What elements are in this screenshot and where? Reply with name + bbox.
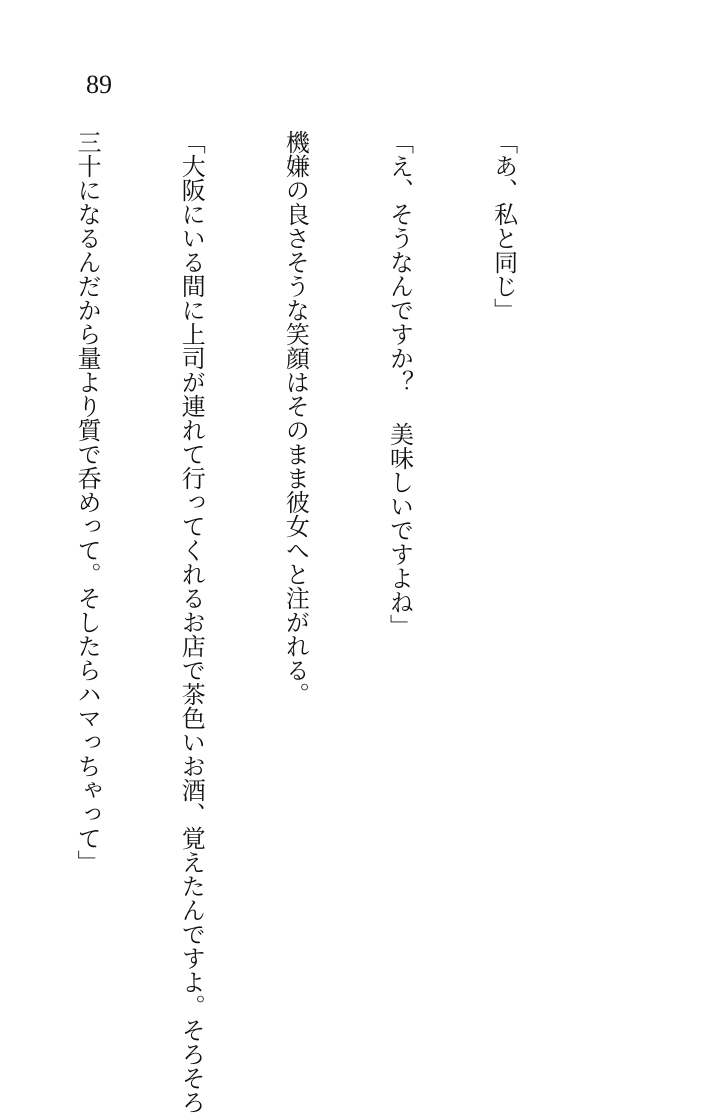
vertical-text-body: [130, 130, 590, 920]
text-line: 機嫌の良さそうな笑顔はそのまま彼女へと注がれる。: [278, 130, 313, 920]
text-line: 三十になるんだから量より質で呑めって。そしたらハマっちゃって」: [69, 130, 104, 920]
text-line: 「え、そうなんですか？ 美味しいですよね」: [382, 130, 417, 920]
page-number: 89: [86, 72, 112, 98]
text-line: 「あ、私と同じ」: [486, 130, 521, 920]
text-line: 「大阪にいる間に上司が連れて行ってくれるお店で茶色いお酒、覚えたんですよ。そろそろ: [174, 130, 209, 920]
